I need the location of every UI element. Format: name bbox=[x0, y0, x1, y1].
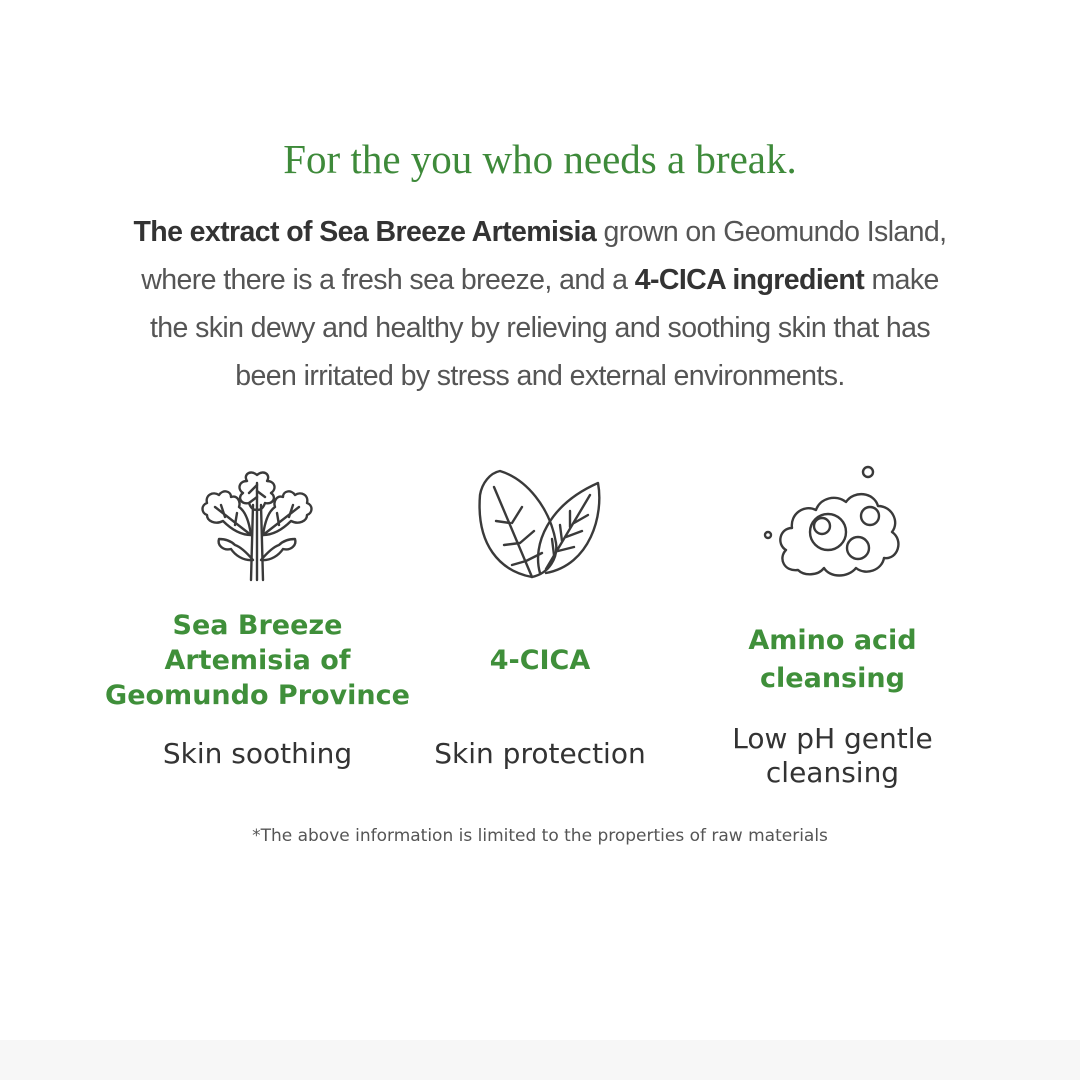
intro-text: where there is a fresh sea breeze, and a bbox=[141, 264, 635, 296]
feature-desc-cica bbox=[410, 737, 670, 771]
intro-bold-artemisia: The extract of Sea Breeze Artemisia bbox=[133, 216, 597, 248]
intro-bold-cica: 4-CICA ingredient bbox=[634, 264, 865, 296]
intro-text: grown on Geomundo Island, bbox=[596, 216, 947, 248]
feature-desc-line: Skin protection bbox=[434, 737, 646, 770]
feature-title-line: 4-CICA bbox=[489, 645, 591, 676]
intro-line-1 bbox=[90, 208, 990, 256]
intro-line-3: the skin dewy and healthy by relieving and soothing skin that has bbox=[149, 312, 931, 344]
footnote: *The above information is limited to the properties of raw materials bbox=[252, 826, 828, 846]
feature-title-line: Artemisia of bbox=[164, 645, 351, 676]
feature-desc-line: Low pH gentle bbox=[732, 722, 933, 755]
feature-desc-artemisia bbox=[110, 737, 405, 771]
feature-title-cica bbox=[420, 643, 660, 678]
bottom-band bbox=[0, 1040, 1080, 1080]
feature-title-amino bbox=[700, 622, 965, 698]
foam-bubbles-icon bbox=[758, 460, 908, 590]
feature-title-line: cleansing bbox=[760, 663, 905, 694]
feature-desc-line: Skin soothing bbox=[162, 737, 353, 770]
feature-title-artemisia bbox=[85, 608, 430, 713]
feature-desc-line: cleansing bbox=[765, 756, 900, 789]
feature-desc-amino bbox=[700, 722, 965, 790]
intro-paragraph bbox=[90, 208, 990, 400]
artemisia-plant-icon bbox=[195, 465, 320, 585]
intro-line-4: been irritated by stress and external environments. bbox=[235, 360, 845, 392]
feature-title-line: Geomundo Province bbox=[105, 680, 410, 711]
cica-leaves-icon bbox=[470, 465, 610, 585]
intro-line-2 bbox=[90, 256, 990, 304]
feature-title-line: Amino acid bbox=[748, 625, 917, 656]
headline: For the you who needs a break. bbox=[283, 136, 797, 182]
intro-text: make bbox=[864, 264, 939, 296]
feature-title-line: Sea Breeze bbox=[172, 610, 343, 641]
